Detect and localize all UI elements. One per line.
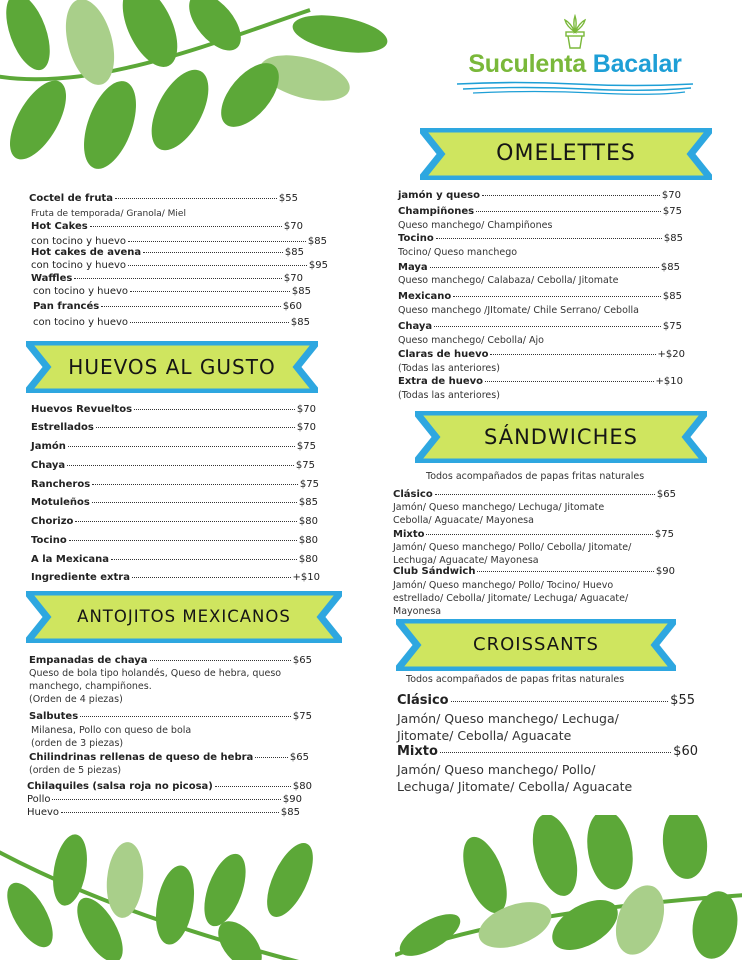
menu-item: Chilaquiles (salsa roja no picosa) $80 [27,781,312,792]
waves-decoration [455,80,695,96]
menu-item: Huevo $85 [27,807,300,818]
antojitos-banner [26,591,342,643]
menu-item: con tocino y huevo $85 [31,236,327,247]
croissants-note: Todos acompañados de papas fritas naturales [406,674,625,685]
item-description: Jamón/ Queso manchego/ Lechuga/ [397,711,619,726]
menu-item: Pan francés $60 [33,301,302,312]
brand-logo [455,14,695,98]
menu-item: Jamón $75 [31,441,316,452]
menu-item: Salbutes $75 [29,711,312,722]
item-description: Lechuga/ Jitomate/ Cebolla/ Aguacate [397,779,633,794]
item-description: (Orden de 4 piezas) [29,694,123,705]
menu-item: Chilindrinas rellenas de queso de hebra $65 [29,752,309,763]
croissants-banner [396,619,676,671]
menu-item: Ingrediente extra +$10 [31,572,320,583]
item-description: (orden de 5 piezas) [29,765,122,776]
menu-item: Tocino $80 [31,535,318,546]
menu-item: Motuleños $85 [31,497,318,508]
brand-name-part2: Bacalar [592,50,682,78]
menu-item: Hot Cakes $70 [31,221,303,232]
item-description: Jitomate/ Cebolla/ Aguacate [397,728,572,743]
menu-item: Club Sándwich $90 [393,566,675,577]
menu-item: con tocino y huevo $95 [31,260,328,271]
item-description: Lechuga/ Aguacate/ Mayonesa [393,555,539,566]
menu-item: Clásico $55 [397,693,695,708]
item-description: (orden de 3 piezas) [31,738,124,749]
item-description: (Todas las anteriores) [398,363,500,374]
item-description: Jamón/ Queso manchego/ Pollo/ Cebolla/ Jitomate/ [393,542,632,553]
huevos-banner [26,341,318,393]
menu-item: Waffles $70 [31,273,303,284]
menu-item: Mixto $60 [397,744,698,759]
item-description: Cebolla/ Aguacate/ Mayonesa [393,515,534,526]
item-description: Tocino/ Queso manchego [398,247,518,258]
menu-item: Chaya $75 [31,460,315,471]
menu-item: Chorizo $80 [31,516,318,527]
menu-item: A la Mexicana $80 [31,554,318,565]
leaves-top-left-decoration [0,0,400,200]
menu-item: Huevos Revueltos $70 [31,404,316,415]
menu-item: Clásico $65 [393,489,676,500]
huevos-title: HUEVOS AL GUSTO [68,355,276,379]
omelettes-banner [420,128,712,180]
item-description: Queso manchego /JItomate/ Chile Serrano/ Cebolla [398,305,639,316]
item-description: Milanesa, Pollo con queso de bola [31,725,192,736]
menu-item: Tocino $85 [398,233,683,244]
menu-item: Rancheros $75 [31,479,319,490]
menu-item: Claras de huevo +$20 [398,349,685,360]
menu-item: Maya $85 [398,262,680,273]
item-description: Jamón/ Queso manchego/ Lechuga/ Jitomate [393,502,605,513]
omelettes-title: OMELETTES [496,141,636,166]
item-description: Queso de bola tipo holandés, Queso de hebra, queso [29,668,282,679]
menu-item: Coctel de fruta $55 [29,193,298,204]
item-description: Jamón/ Queso manchego/ Pollo/ Tocino/ Huevo [393,580,614,591]
menu-item: Chaya $75 [398,321,682,332]
item-description: estrellado/ Cebolla/ Jitomate/ Lechuga/ Aguacate/ [393,593,629,604]
item-description: manchego, champiñones. [29,681,152,692]
menu-item: Empanadas de chaya $65 [29,655,312,666]
menu-item: con tocino y huevo $85 [33,286,311,297]
sandwiches-title: SÁNDWICHES [484,425,638,449]
sandwiches-banner [415,411,707,463]
menu-item: Mexicano $85 [398,291,682,302]
item-description: (Todas las anteriores) [398,390,500,401]
menu-item: Extra de huevo +$10 [398,376,683,387]
leaves-bottom-right-decoration [395,815,742,960]
item-description: Queso manchego/ Cebolla/ Ajo [398,335,544,346]
menu-item: Mixto $75 [393,529,674,540]
croissants-title: CROISSANTS [473,634,599,655]
leaves-bottom-left-decoration [0,820,340,960]
menu-item: jamón y queso $70 [398,190,681,201]
antojitos-title: ANTOJITOS MEXICANOS [77,607,291,626]
item-description: Queso manchego/ Champiñones [398,220,553,231]
sandwiches-note: Todos acompañados de papas fritas naturales [426,471,645,482]
menu-item: Pollo $90 [27,794,302,805]
menu-item: Champiñones $75 [398,206,682,217]
menu-item: con tocino y huevo $85 [33,317,310,328]
brand-name [455,50,695,79]
item-description: Fruta de temporada/ Granola/ Miel [31,209,186,219]
menu-item: Estrellados $70 [31,422,316,433]
menu-item: Hot cakes de avena $85 [31,247,304,258]
succulent-pot-icon [560,14,590,50]
item-description: Mayonesa [393,606,442,617]
item-description: Jamón/ Queso manchego/ Pollo/ [397,762,596,777]
item-description: Queso manchego/ Calabaza/ Cebolla/ Jitomate [398,275,619,286]
brand-name-part1: Suculenta [468,50,586,78]
